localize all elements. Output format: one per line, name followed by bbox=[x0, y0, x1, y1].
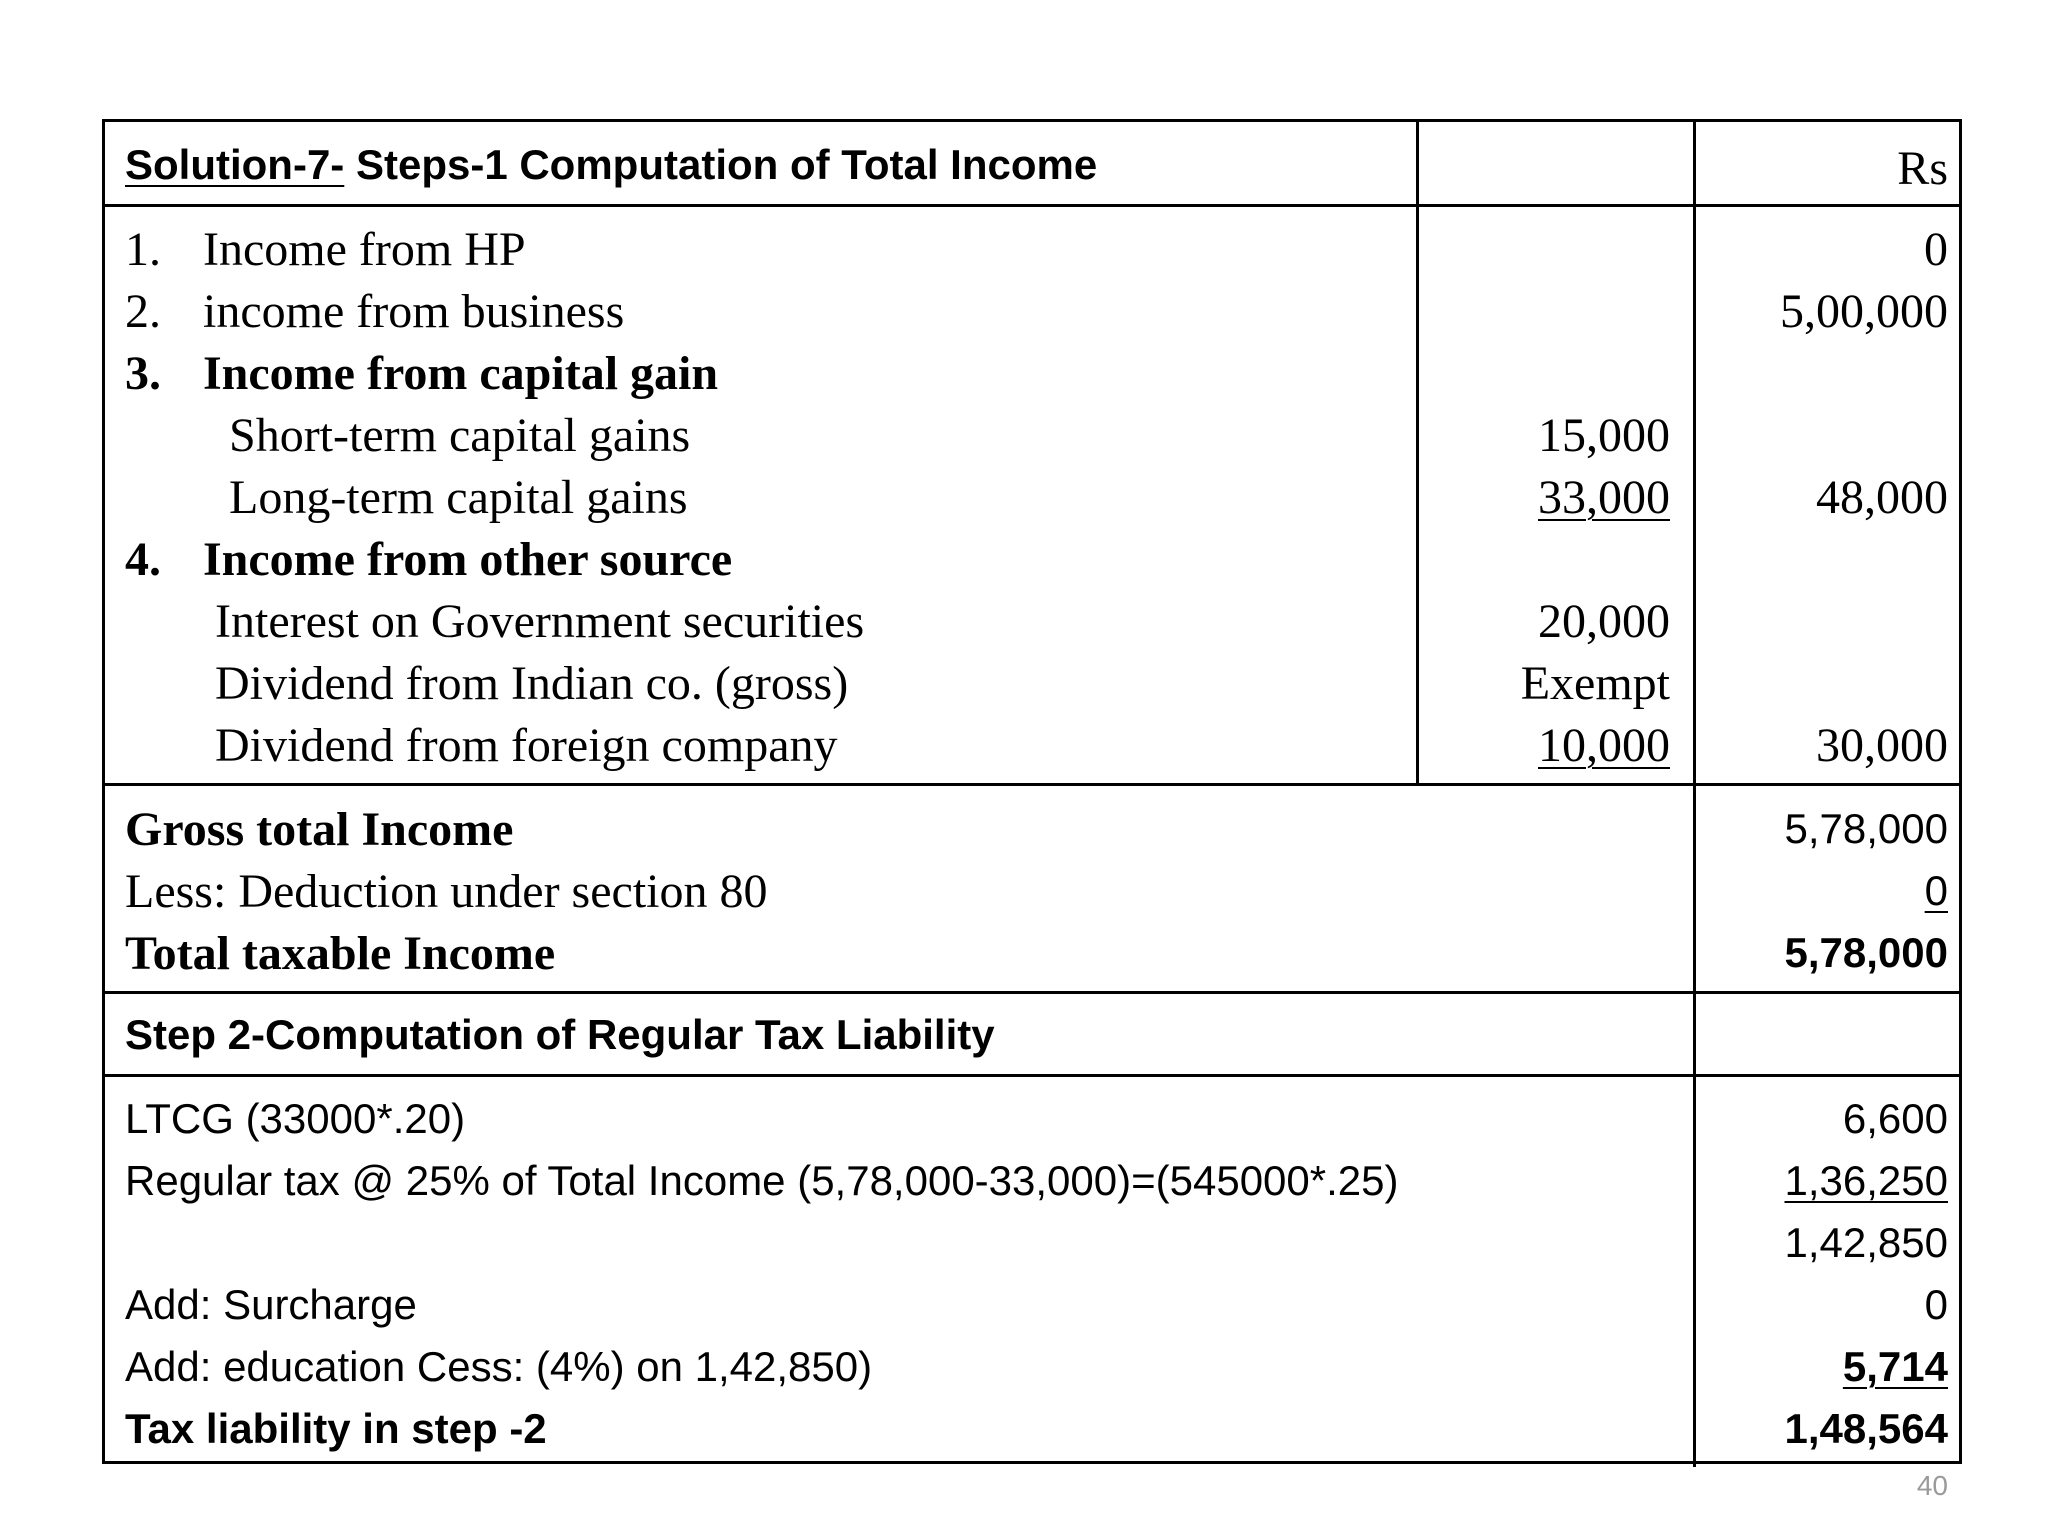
income-business-total: 5,00,000 bbox=[1780, 285, 1948, 338]
income-hp-total: 0 bbox=[1924, 223, 1948, 276]
surcharge-label: Add: Surcharge bbox=[125, 1281, 417, 1328]
income-hp-label: Income from HP bbox=[203, 223, 526, 276]
item-number: 4. bbox=[125, 533, 161, 586]
taxable-income-value: 5,78,000 bbox=[1784, 929, 1948, 976]
step2-ltcg-label: LTCG (33000*.20) bbox=[125, 1095, 466, 1142]
tax-liability-value: 1,48,564 bbox=[1784, 1405, 1948, 1452]
rule-col-middle bbox=[1416, 122, 1419, 786]
ltcg-value: 33,000 bbox=[1538, 471, 1670, 524]
income-business-label: income from business bbox=[203, 285, 625, 338]
rule-summary bbox=[105, 991, 1959, 994]
item-number: 3. bbox=[125, 347, 161, 400]
step2-ltcg-value: 6,600 bbox=[1842, 1095, 1948, 1142]
taxable-income-label: Total taxable Income bbox=[125, 927, 556, 980]
capital-gain-total: 48,000 bbox=[1816, 471, 1948, 524]
rule-col-right bbox=[1693, 122, 1696, 1467]
rule-step2-header bbox=[105, 1074, 1959, 1077]
table-title bbox=[125, 141, 1098, 188]
interest-value: 20,000 bbox=[1538, 595, 1670, 648]
tax-liability-label: Tax liability in step -2 bbox=[125, 1405, 547, 1452]
gti-label: Gross total Income bbox=[125, 803, 514, 856]
item-number: 1. bbox=[125, 223, 161, 276]
steps-title: Steps-1 Computation of Total Income bbox=[344, 141, 1098, 188]
interest-label: Interest on Government securities bbox=[215, 595, 865, 648]
rule-header bbox=[105, 204, 1959, 207]
tax-subtotal-value: 1,42,850 bbox=[1784, 1219, 1948, 1266]
currency-label: Rs bbox=[1897, 142, 1948, 195]
dividend-indian-label: Dividend from Indian co. (gross) bbox=[215, 657, 849, 710]
other-source-total: 30,000 bbox=[1816, 719, 1948, 772]
rule-income bbox=[105, 783, 1959, 786]
dividend-foreign-value: 10,000 bbox=[1538, 719, 1670, 772]
stcg-value: 15,000 bbox=[1538, 409, 1670, 462]
item-number: 2. bbox=[125, 285, 161, 338]
cess-label: Add: education Cess: (4%) on 1,42,850) bbox=[125, 1343, 873, 1390]
page-number: 40 bbox=[1916, 1470, 1948, 1501]
dividend-indian-value: Exempt bbox=[1520, 657, 1670, 710]
dividend-foreign-label: Dividend from foreign company bbox=[215, 719, 838, 772]
ltcg-label: Long-term capital gains bbox=[229, 471, 688, 524]
regular-tax-value: 1,36,250 bbox=[1784, 1157, 1948, 1204]
cess-value: 5,714 bbox=[1842, 1343, 1948, 1390]
surcharge-value: 0 bbox=[1924, 1281, 1948, 1328]
solution-label: Solution-7- bbox=[125, 141, 345, 188]
deduction-label: Less: Deduction under section 80 bbox=[125, 865, 768, 918]
gti-value: 5,78,000 bbox=[1784, 805, 1948, 852]
capital-gain-heading: Income from capital gain bbox=[203, 347, 719, 400]
step2-title: Step 2-Computation of Regular Tax Liability bbox=[125, 1011, 995, 1058]
stcg-label: Short-term capital gains bbox=[229, 409, 691, 462]
regular-tax-label: Regular tax @ 25% of Total Income (5,78,000-33,000)=(545000*.25) bbox=[125, 1157, 1399, 1204]
other-source-heading: Income from other source bbox=[203, 533, 733, 586]
deduction-value: 0 bbox=[1924, 867, 1948, 914]
